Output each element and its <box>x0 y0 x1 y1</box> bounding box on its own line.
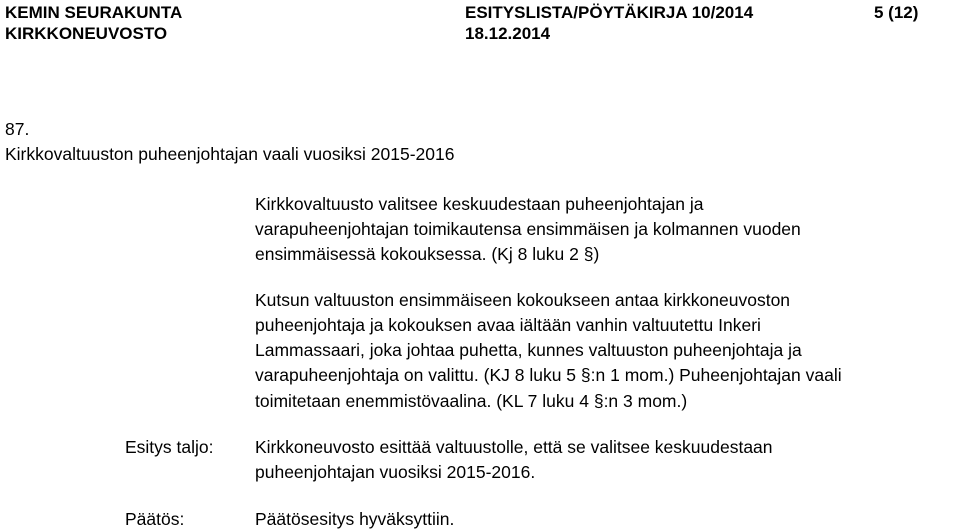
section-title: Kirkkovaltuuston puheenjohtajan vaali vuosiksi 2015-2016 <box>5 144 455 164</box>
paragraph-line: Kirkkovaltuusto valitsee keskuudestaan puheenjohtajan ja <box>255 194 704 214</box>
decision-text: Päätösesitys hyväksyttiin. <box>255 509 455 529</box>
paragraph-line: Kutsun valtuuston ensimmäiseen kokoukseen antaa kirkkoneuvoston <box>255 290 791 310</box>
paragraph-line: Lammassaari, joka johtaa puhetta, kunnes valtuuston puheenjohtaja ja <box>255 340 802 360</box>
decision-label: Päätös: <box>125 509 185 529</box>
org-name: KEMIN SEURAKUNTA <box>5 3 183 22</box>
paragraph-line: ensimmäisessä kokouksessa. (Kj 8 luku 2 §) <box>255 244 600 264</box>
document-type: ESITYSLISTA/PÖYTÄKIRJA 10/2014 <box>465 3 754 22</box>
paragraph-line: toimitetaan enemmistövaalina. (KL 7 luku 4 §:n 3 mom.) <box>255 391 688 411</box>
proposal-line: Kirkkoneuvosto esittää valtuustolle, että se valitsee keskuudestaan <box>255 437 773 457</box>
paragraph-line: varapuheenjohtajan toimikautensa ensimmäisen ja kolmannen vuoden <box>255 219 801 239</box>
body-name: KIRKKONEUVOSTO <box>5 24 168 43</box>
proposal-line: puheenjohtajan vuosiksi 2015-2016. <box>255 462 536 482</box>
page-number: 5 (12) <box>874 3 919 22</box>
meeting-date: 18.12.2014 <box>465 24 551 43</box>
proposal-label: Esitys taljo: <box>125 437 214 457</box>
section-number: 87. <box>5 119 30 139</box>
paragraph-line: puheenjohtaja ja kokouksen avaa iältään vanhin valtuutettu Inkeri <box>255 315 761 335</box>
paragraph-line: varapuheenjohtaja on valittu. (KJ 8 luku 5 §:n 1 mom.) Puheenjohtajan vaali <box>255 365 842 385</box>
